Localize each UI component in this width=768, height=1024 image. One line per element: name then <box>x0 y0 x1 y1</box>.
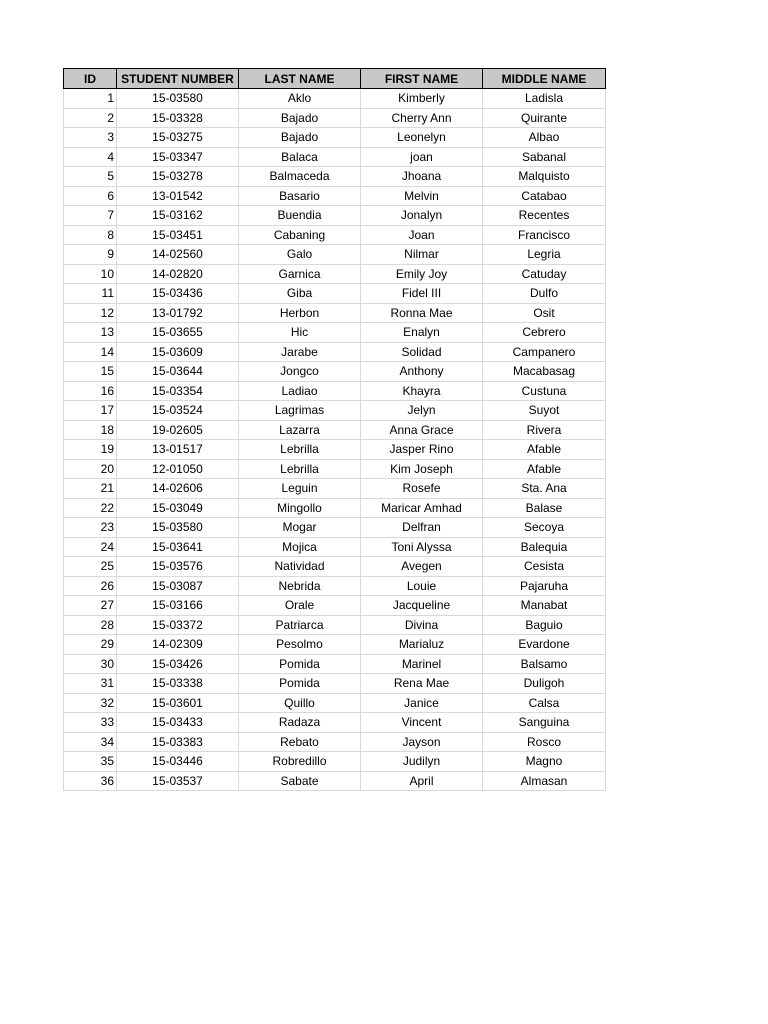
first-name-cell: Melvin <box>361 186 483 206</box>
id-cell: 34 <box>64 732 117 752</box>
student-number-cell: 13-01792 <box>117 303 239 323</box>
table-row <box>64 245 606 265</box>
last-name-cell: Mogar <box>239 518 361 538</box>
table-row <box>64 303 606 323</box>
student-table <box>63 68 606 791</box>
first-name-cell: Marinel <box>361 654 483 674</box>
last-name-cell: Nebrida <box>239 576 361 596</box>
middle-name-cell: Almasan <box>483 771 606 791</box>
first-name-cell: Khayra <box>361 381 483 401</box>
last-name-cell: Patriarca <box>239 615 361 635</box>
table-row <box>64 479 606 499</box>
first-name-cell: Anna Grace <box>361 420 483 440</box>
middle-name-cell: Francisco <box>483 225 606 245</box>
first-name-cell: Fidel III <box>361 284 483 304</box>
id-cell: 18 <box>64 420 117 440</box>
header-middle-name: MIDDLE NAME <box>483 69 606 89</box>
table-row <box>64 693 606 713</box>
first-name-cell: Janice <box>361 693 483 713</box>
table-row <box>64 206 606 226</box>
middle-name-cell: Evardone <box>483 635 606 655</box>
id-cell: 36 <box>64 771 117 791</box>
first-name-cell: Delfran <box>361 518 483 538</box>
student-number-cell: 15-03278 <box>117 167 239 187</box>
middle-name-cell: Sabanal <box>483 147 606 167</box>
id-cell: 4 <box>64 147 117 167</box>
last-name-cell: Sabate <box>239 771 361 791</box>
table-row <box>64 752 606 772</box>
table-row <box>64 635 606 655</box>
id-cell: 17 <box>64 401 117 421</box>
middle-name-cell: Campanero <box>483 342 606 362</box>
middle-name-cell: Afable <box>483 459 606 479</box>
id-cell: 15 <box>64 362 117 382</box>
middle-name-cell: Catuday <box>483 264 606 284</box>
student-number-cell: 15-03347 <box>117 147 239 167</box>
first-name-cell: Nilmar <box>361 245 483 265</box>
middle-name-cell: Pajaruha <box>483 576 606 596</box>
middle-name-cell: Dulfo <box>483 284 606 304</box>
first-name-cell: Vincent <box>361 713 483 733</box>
student-number-cell: 15-03162 <box>117 206 239 226</box>
first-name-cell: Jelyn <box>361 401 483 421</box>
id-cell: 35 <box>64 752 117 772</box>
first-name-cell: Divina <box>361 615 483 635</box>
id-cell: 9 <box>64 245 117 265</box>
id-cell: 3 <box>64 128 117 148</box>
student-number-cell: 14-02606 <box>117 479 239 499</box>
last-name-cell: Pomida <box>239 674 361 694</box>
first-name-cell: Judilyn <box>361 752 483 772</box>
last-name-cell: Bajado <box>239 128 361 148</box>
student-number-cell: 15-03601 <box>117 693 239 713</box>
table-row <box>64 362 606 382</box>
last-name-cell: Balmaceda <box>239 167 361 187</box>
last-name-cell: Buendia <box>239 206 361 226</box>
table-row <box>64 654 606 674</box>
first-name-cell: Toni Alyssa <box>361 537 483 557</box>
id-cell: 2 <box>64 108 117 128</box>
first-name-cell: Emily Joy <box>361 264 483 284</box>
first-name-cell: Kimberly <box>361 89 483 109</box>
table-row <box>64 342 606 362</box>
student-number-cell: 15-03644 <box>117 362 239 382</box>
first-name-cell: Avegen <box>361 557 483 577</box>
student-list-sheet <box>63 68 606 791</box>
last-name-cell: Aklo <box>239 89 361 109</box>
student-number-cell: 15-03451 <box>117 225 239 245</box>
middle-name-cell: Secoya <box>483 518 606 538</box>
first-name-cell: Louie <box>361 576 483 596</box>
id-cell: 24 <box>64 537 117 557</box>
id-cell: 6 <box>64 186 117 206</box>
student-number-cell: 13-01542 <box>117 186 239 206</box>
first-name-cell: Maricar Amhad <box>361 498 483 518</box>
id-cell: 27 <box>64 596 117 616</box>
student-number-cell: 15-03446 <box>117 752 239 772</box>
middle-name-cell: Sta. Ana <box>483 479 606 499</box>
table-row <box>64 459 606 479</box>
table-row <box>64 518 606 538</box>
student-number-cell: 15-03580 <box>117 518 239 538</box>
student-number-cell: 15-03580 <box>117 89 239 109</box>
middle-name-cell: Albao <box>483 128 606 148</box>
table-row <box>64 323 606 343</box>
student-number-cell: 13-01517 <box>117 440 239 460</box>
middle-name-cell: Malquisto <box>483 167 606 187</box>
id-cell: 12 <box>64 303 117 323</box>
id-cell: 7 <box>64 206 117 226</box>
last-name-cell: Lazarra <box>239 420 361 440</box>
student-number-cell: 15-03338 <box>117 674 239 694</box>
id-cell: 13 <box>64 323 117 343</box>
id-cell: 1 <box>64 89 117 109</box>
table-row <box>64 440 606 460</box>
table-row <box>64 713 606 733</box>
last-name-cell: Lagrimas <box>239 401 361 421</box>
table-body <box>64 89 606 791</box>
student-number-cell: 14-02560 <box>117 245 239 265</box>
table-row <box>64 732 606 752</box>
student-number-cell: 15-03655 <box>117 323 239 343</box>
student-number-cell: 14-02309 <box>117 635 239 655</box>
middle-name-cell: Catabao <box>483 186 606 206</box>
middle-name-cell: Osit <box>483 303 606 323</box>
last-name-cell: Natividad <box>239 557 361 577</box>
header-first-name: FIRST NAME <box>361 69 483 89</box>
header-last-name: LAST NAME <box>239 69 361 89</box>
middle-name-cell: Ladisla <box>483 89 606 109</box>
middle-name-cell: Custuna <box>483 381 606 401</box>
table-row <box>64 89 606 109</box>
table-row <box>64 576 606 596</box>
middle-name-cell: Cesista <box>483 557 606 577</box>
first-name-cell: Jacqueline <box>361 596 483 616</box>
id-cell: 21 <box>64 479 117 499</box>
id-cell: 23 <box>64 518 117 538</box>
middle-name-cell: Duligoh <box>483 674 606 694</box>
middle-name-cell: Baguio <box>483 615 606 635</box>
middle-name-cell: Balsamo <box>483 654 606 674</box>
middle-name-cell: Quirante <box>483 108 606 128</box>
id-cell: 20 <box>64 459 117 479</box>
last-name-cell: Lebrilla <box>239 440 361 460</box>
middle-name-cell: Legria <box>483 245 606 265</box>
last-name-cell: Lebrilla <box>239 459 361 479</box>
middle-name-cell: Recentes <box>483 206 606 226</box>
student-number-cell: 15-03087 <box>117 576 239 596</box>
last-name-cell: Cabaning <box>239 225 361 245</box>
student-number-cell: 14-02820 <box>117 264 239 284</box>
first-name-cell: Rena Mae <box>361 674 483 694</box>
middle-name-cell: Afable <box>483 440 606 460</box>
first-name-cell: Jhoana <box>361 167 483 187</box>
middle-name-cell: Rosco <box>483 732 606 752</box>
last-name-cell: Mojica <box>239 537 361 557</box>
student-number-cell: 15-03537 <box>117 771 239 791</box>
id-cell: 25 <box>64 557 117 577</box>
last-name-cell: Pomida <box>239 654 361 674</box>
first-name-cell: Jasper Rino <box>361 440 483 460</box>
last-name-cell: Herbon <box>239 303 361 323</box>
last-name-cell: Jarabe <box>239 342 361 362</box>
last-name-cell: Quillo <box>239 693 361 713</box>
last-name-cell: Leguin <box>239 479 361 499</box>
table-row <box>64 167 606 187</box>
table-row <box>64 186 606 206</box>
last-name-cell: Hic <box>239 323 361 343</box>
last-name-cell: Ladiao <box>239 381 361 401</box>
student-number-cell: 15-03166 <box>117 596 239 616</box>
id-cell: 26 <box>64 576 117 596</box>
id-cell: 10 <box>64 264 117 284</box>
first-name-cell: Ronna Mae <box>361 303 483 323</box>
first-name-cell: Jonalyn <box>361 206 483 226</box>
student-number-cell: 15-03641 <box>117 537 239 557</box>
id-cell: 30 <box>64 654 117 674</box>
middle-name-cell: Manabat <box>483 596 606 616</box>
table-row <box>64 147 606 167</box>
table-row <box>64 771 606 791</box>
last-name-cell: Robredillo <box>239 752 361 772</box>
header-student-number: STUDENT NUMBER <box>117 69 239 89</box>
student-number-cell: 12-01050 <box>117 459 239 479</box>
first-name-cell: April <box>361 771 483 791</box>
student-number-cell: 15-03328 <box>117 108 239 128</box>
header-row <box>64 69 606 89</box>
middle-name-cell: Suyot <box>483 401 606 421</box>
header-id: ID <box>64 69 117 89</box>
table-row <box>64 284 606 304</box>
student-number-cell: 15-03609 <box>117 342 239 362</box>
last-name-cell: Rebato <box>239 732 361 752</box>
id-cell: 32 <box>64 693 117 713</box>
id-cell: 31 <box>64 674 117 694</box>
id-cell: 22 <box>64 498 117 518</box>
first-name-cell: joan <box>361 147 483 167</box>
last-name-cell: Galo <box>239 245 361 265</box>
first-name-cell: Solidad <box>361 342 483 362</box>
first-name-cell: Leonelyn <box>361 128 483 148</box>
last-name-cell: Garnica <box>239 264 361 284</box>
middle-name-cell: Cebrero <box>483 323 606 343</box>
last-name-cell: Balaca <box>239 147 361 167</box>
table-row <box>64 557 606 577</box>
student-number-cell: 15-03436 <box>117 284 239 304</box>
student-number-cell: 15-03383 <box>117 732 239 752</box>
table-row <box>64 498 606 518</box>
first-name-cell: Cherry Ann <box>361 108 483 128</box>
last-name-cell: Basario <box>239 186 361 206</box>
last-name-cell: Jongco <box>239 362 361 382</box>
table-row <box>64 225 606 245</box>
id-cell: 29 <box>64 635 117 655</box>
student-number-cell: 15-03524 <box>117 401 239 421</box>
table-row <box>64 108 606 128</box>
table-row <box>64 596 606 616</box>
student-number-cell: 15-03049 <box>117 498 239 518</box>
id-cell: 14 <box>64 342 117 362</box>
table-row <box>64 264 606 284</box>
last-name-cell: Mingollo <box>239 498 361 518</box>
middle-name-cell: Calsa <box>483 693 606 713</box>
last-name-cell: Orale <box>239 596 361 616</box>
table-row <box>64 674 606 694</box>
first-name-cell: Jayson <box>361 732 483 752</box>
student-number-cell: 15-03275 <box>117 128 239 148</box>
last-name-cell: Pesolmo <box>239 635 361 655</box>
student-number-cell: 15-03372 <box>117 615 239 635</box>
table-row <box>64 128 606 148</box>
table-row <box>64 381 606 401</box>
id-cell: 5 <box>64 167 117 187</box>
first-name-cell: Kim Joseph <box>361 459 483 479</box>
first-name-cell: Enalyn <box>361 323 483 343</box>
id-cell: 8 <box>64 225 117 245</box>
middle-name-cell: Macabasag <box>483 362 606 382</box>
id-cell: 28 <box>64 615 117 635</box>
first-name-cell: Joan <box>361 225 483 245</box>
first-name-cell: Marialuz <box>361 635 483 655</box>
table-row <box>64 615 606 635</box>
table-row <box>64 537 606 557</box>
table-row <box>64 420 606 440</box>
middle-name-cell: Magno <box>483 752 606 772</box>
student-number-cell: 15-03576 <box>117 557 239 577</box>
middle-name-cell: Rivera <box>483 420 606 440</box>
last-name-cell: Giba <box>239 284 361 304</box>
last-name-cell: Radaza <box>239 713 361 733</box>
id-cell: 11 <box>64 284 117 304</box>
middle-name-cell: Balase <box>483 498 606 518</box>
student-number-cell: 15-03426 <box>117 654 239 674</box>
student-number-cell: 19-02605 <box>117 420 239 440</box>
student-number-cell: 15-03354 <box>117 381 239 401</box>
student-number-cell: 15-03433 <box>117 713 239 733</box>
id-cell: 16 <box>64 381 117 401</box>
id-cell: 33 <box>64 713 117 733</box>
table-row <box>64 401 606 421</box>
middle-name-cell: Balequia <box>483 537 606 557</box>
id-cell: 19 <box>64 440 117 460</box>
last-name-cell: Bajado <box>239 108 361 128</box>
first-name-cell: Rosefe <box>361 479 483 499</box>
first-name-cell: Anthony <box>361 362 483 382</box>
middle-name-cell: Sanguina <box>483 713 606 733</box>
